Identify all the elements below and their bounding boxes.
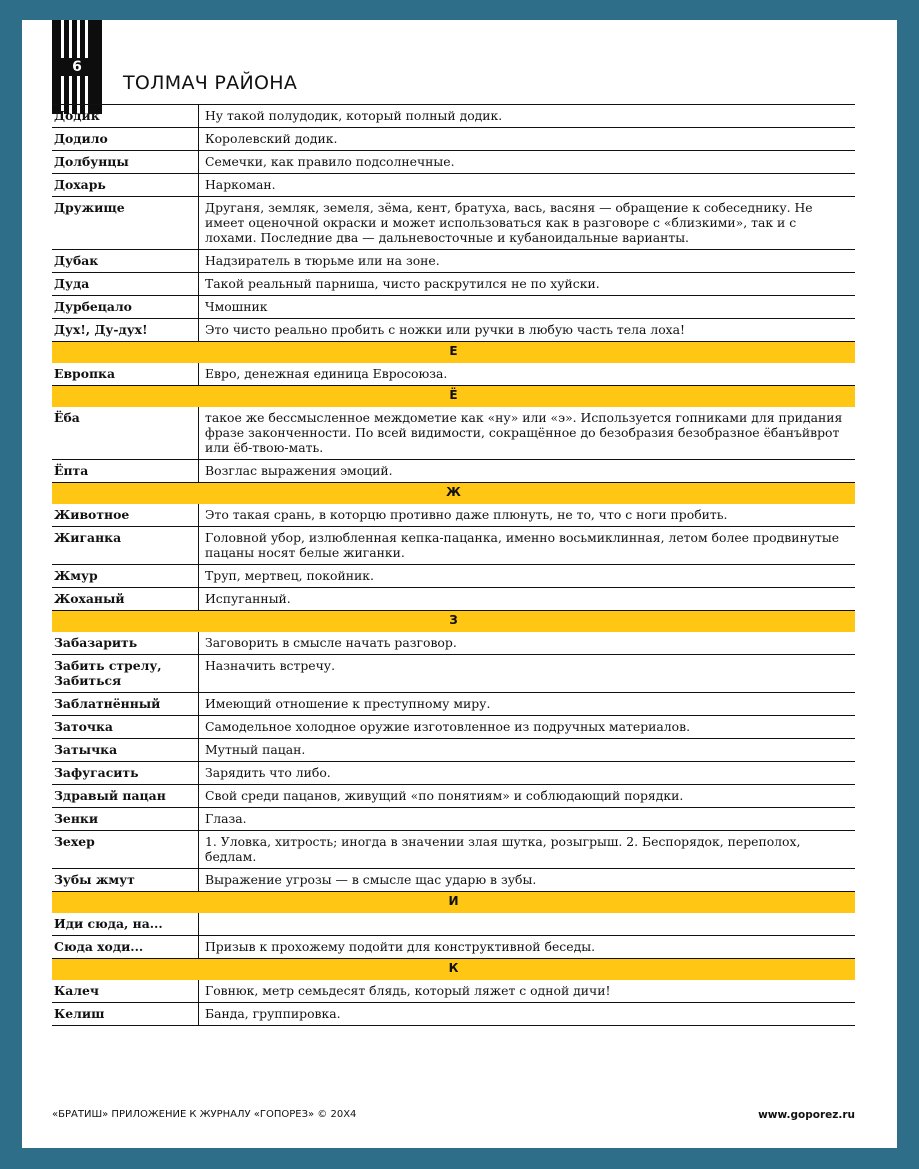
glossary-term: Здравый пацан [52,785,199,808]
glossary-row [52,273,855,296]
glossary-term: Келиш [52,1003,199,1026]
glossary-definition: Назначить встречу. [199,655,856,693]
letter-section-header [52,892,855,913]
glossary-definition: Выражение угрозы — в смысле щас ударю в зубы. [199,869,856,892]
glossary-term: Сюда ходи... [52,936,199,959]
page-tab [52,20,102,114]
glossary-row [52,151,855,174]
glossary-row [52,407,855,460]
glossary-definition: 1. Уловка, хитрость; иногда в значении злая шутка, розыгрыш. 2. Беспорядок, переполох, бедлам. [199,831,856,869]
glossary-row [52,1003,855,1026]
glossary-definition: Евро, денежная единица Евросоюза. [199,363,856,386]
glossary-definition: Королевский додик. [199,128,856,151]
glossary-definition: Свой среди пацанов, живущий «по понятиям» и соблюдающий порядки. [199,785,856,808]
glossary-row [52,831,855,869]
glossary-row [52,980,855,1003]
glossary-row [52,655,855,693]
glossary-row [52,869,855,892]
glossary-term: Додик [52,105,199,128]
letter-section-header [52,483,855,504]
glossary-term: Жиганка [52,527,199,565]
glossary-term: Затычка [52,739,199,762]
glossary-row [52,632,855,655]
glossary-term: Жоханый [52,588,199,611]
glossary-definition: Зарядить что либо. [199,762,856,785]
glossary-row [52,936,855,959]
section-letter: Е [52,342,855,363]
glossary-definition: Самодельное холодное оружие изготовленное из подручных материалов. [199,716,856,739]
page-title: ТОЛМАЧ РАЙОНА [123,72,298,94]
glossary-definition: Мутный пацан. [199,739,856,762]
glossary-term: Ёпта [52,460,199,483]
glossary-table [52,104,855,1026]
glossary-row [52,527,855,565]
glossary-term: Дух!, Ду-дух! [52,319,199,342]
glossary-term: Ёба [52,407,199,460]
glossary-row [52,588,855,611]
glossary-term: Заблатнённый [52,693,199,716]
section-letter: Ж [52,483,855,504]
footer-website-link[interactable]: www.goporez.ru [758,1109,855,1121]
glossary-term: Зубы жмут [52,869,199,892]
glossary-row [52,105,855,128]
glossary-definition: Такой реальный парниша, чисто раскрутился не по хуйски. [199,273,856,296]
glossary-row [52,319,855,342]
letter-section-header [52,342,855,363]
glossary-row [52,174,855,197]
glossary-definition: Возглас выражения эмоций. [199,460,856,483]
letter-section-header [52,386,855,407]
section-letter: К [52,959,855,980]
glossary-definition: Призыв к прохожему подойти для конструктивной беседы. [199,936,856,959]
glossary-term: Калеч [52,980,199,1003]
section-letter: И [52,892,855,913]
glossary-term: Животное [52,504,199,527]
glossary-term: Жмур [52,565,199,588]
glossary-row [52,739,855,762]
glossary-definition: Испуганный. [199,588,856,611]
glossary-term: Зафугасить [52,762,199,785]
glossary-term: Зенки [52,808,199,831]
glossary-definition: Головной убор, излюбленная кепка-пацанка, именно восьмиклинная, летом более продвинутые пацаны носят белые жиганки. [199,527,856,565]
glossary-definition: Чмошник [199,296,856,319]
glossary-row [52,716,855,739]
page-number: 6 [52,58,102,76]
glossary-term: Долбунцы [52,151,199,174]
glossary-definition: Это такая срань, в которцю противно даже плюнуть, не то, что с ноги пробить. [199,504,856,527]
letter-section-header [52,959,855,980]
section-letter: З [52,611,855,632]
glossary-definition: Семечки, как правило подсолнечные. [199,151,856,174]
glossary-row [52,128,855,151]
glossary-row [52,197,855,250]
glossary-term: Заточка [52,716,199,739]
glossary-definition: Ну такой полудодик, который полный додик. [199,105,856,128]
glossary-row [52,460,855,483]
glossary-definition: Надзиратель в тюрьме или на зоне. [199,250,856,273]
glossary-row [52,693,855,716]
glossary-term: Дохарь [52,174,199,197]
glossary-term: Забить стрелу, Забиться [52,655,199,693]
glossary-row [52,785,855,808]
glossary-row [52,913,855,936]
glossary-definition: Друганя, земляк, земеля, зёма, кент, братуха, вась, васяня — обращение к собеседнику. Не имеет оценочной окраски и может использоваться как в разговоре с «близкими», так и с лохами. Последние два — дальневосточные и кубаноидальные варианты. [199,197,856,250]
glossary-term: Дурбецало [52,296,199,319]
glossary-term: Дубак [52,250,199,273]
glossary-definition: Глаза. [199,808,856,831]
glossary-row [52,565,855,588]
glossary-term: Иди сюда, на... [52,913,199,936]
glossary-row [52,504,855,527]
glossary-definition: Имеющий отношение к преступному миру. [199,693,856,716]
page-sheet [22,20,897,1148]
glossary-definition: такое же бессмысленное междометие как «ну» или «э». Используется гопниками для придания фразе законченности. По всей видимости, сокращённое до безобразия безобразное ёбанъйврот или ёб-твою-мать. [199,407,856,460]
glossary-term: Додило [52,128,199,151]
glossary-definition: Это чисто реально пробить с ножки или ручки в любую часть тела лоха! [199,319,856,342]
glossary-definition: Труп, мертвец, покойник. [199,565,856,588]
glossary-row [52,363,855,386]
footer-credit: «БРАТИШ» ПРИЛОЖЕНИЕ К ЖУРНАЛУ «ГОПОРЕЗ» © 20Х4 [52,1109,357,1120]
glossary-term: Забазарить [52,632,199,655]
glossary-row [52,250,855,273]
glossary-definition [199,913,856,936]
section-letter: Ё [52,386,855,407]
glossary-term: Зехер [52,831,199,869]
glossary-term: Дружище [52,197,199,250]
glossary-definition: Заговорить в смысле начать разговор. [199,632,856,655]
glossary-term: Европка [52,363,199,386]
glossary-row [52,762,855,785]
glossary-definition: Наркоман. [199,174,856,197]
glossary-definition: Банда, группировка. [199,1003,856,1026]
glossary-definition: Говнюк, метр семьдесят блядь, который ляжет с одной дичи! [199,980,856,1003]
glossary-row [52,296,855,319]
glossary-row [52,808,855,831]
glossary-term: Дуда [52,273,199,296]
letter-section-header [52,611,855,632]
